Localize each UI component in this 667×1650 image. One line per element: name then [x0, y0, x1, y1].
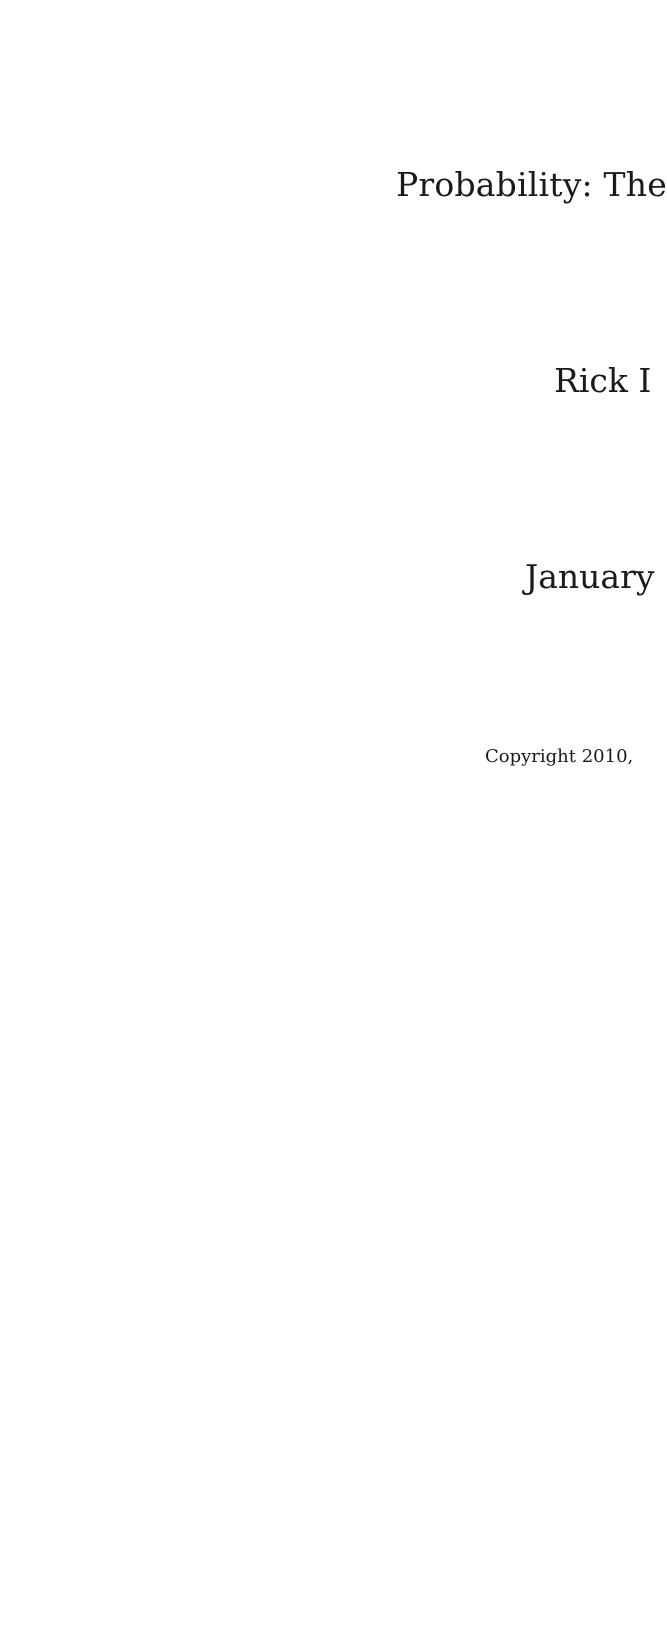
publication-date: January: [525, 557, 655, 596]
document-title: Probability: The: [396, 165, 667, 204]
copyright-notice: Copyright 2010,: [485, 746, 634, 767]
author-name: Rick I: [554, 361, 652, 400]
